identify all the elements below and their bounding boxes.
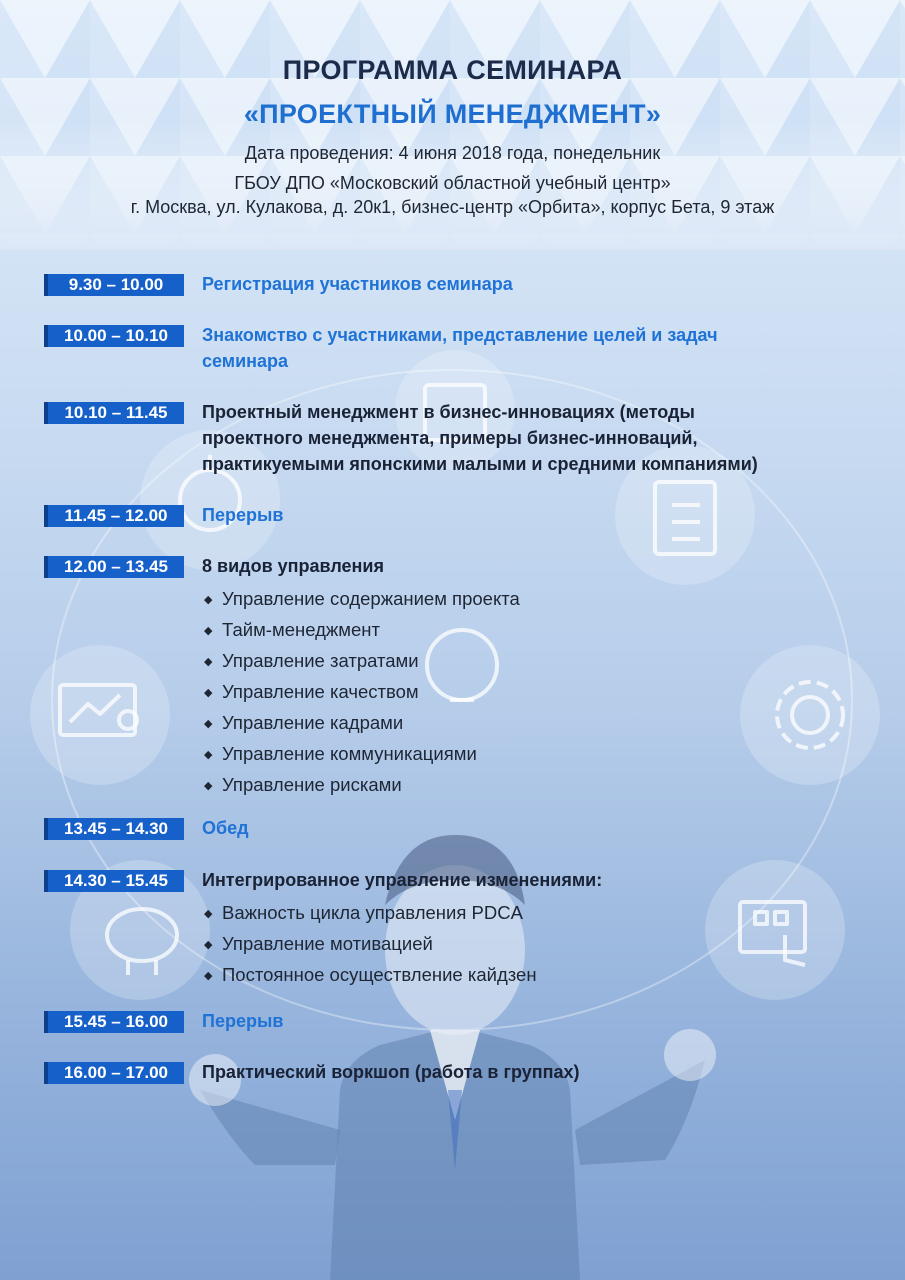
list-item: ◆ Управление качеством [204, 677, 520, 708]
time-badge: 11.45 – 12.00 [44, 505, 184, 527]
subtopic-list [204, 584, 520, 801]
seminar-name: «ПРОЕКТНЫЙ МЕНЕДЖМЕНТ» [243, 99, 662, 129]
session-title-line: Знакомство с участниками, представление целей и задач [202, 325, 718, 345]
time-badge: 16.00 – 17.00 [44, 1062, 184, 1084]
session-title-line: практикуемыми японскими малыми и средними компаниями) [202, 454, 758, 474]
list-item: ◆ Управление мотивацией [204, 929, 537, 960]
time-badge: 13.45 – 14.30 [44, 818, 184, 840]
time-badge: 10.00 – 10.10 [44, 325, 184, 347]
session-title: 8 видов управления [202, 556, 384, 576]
session-title: Перерыв [202, 1011, 284, 1031]
organization-name: ГБОУ ДПО «Московский областной учебный центр» [234, 173, 671, 193]
session-title-line: Проектный менеджмент в бизнес-инновациях (методы [202, 402, 695, 422]
diamond-bullet-icon: ◆ [204, 718, 213, 730]
diamond-bullet-icon: ◆ [204, 687, 213, 699]
diamond-bullet-icon: ◆ [204, 970, 213, 982]
diamond-bullet-icon: ◆ [204, 908, 213, 920]
time-badge: 12.00 – 13.45 [44, 556, 184, 578]
diamond-bullet-icon: ◆ [204, 780, 213, 792]
diamond-bullet-icon: ◆ [204, 939, 213, 951]
page-title: ПРОГРАММА СЕМИНАРА [282, 55, 623, 85]
header [0, 52, 905, 220]
diamond-bullet-icon: ◆ [204, 594, 213, 606]
time-badge: 9.30 – 10.00 [44, 274, 184, 296]
list-item: ◆ Тайм-менеджмент [204, 615, 520, 646]
list-item: ◆ Управление содержанием проекта [204, 584, 520, 615]
time-badge: 14.30 – 15.45 [44, 870, 184, 892]
event-date: Дата проведения: 4 июня 2018 года, понедельник [244, 143, 661, 163]
event-address: г. Москва, ул. Кулакова, д. 20к1, бизнес-центр «Орбита», корпус Бета, 9 этаж [130, 197, 775, 217]
session-title: Практический воркшоп (работа в группах) [202, 1062, 580, 1082]
subtopic-list [204, 898, 537, 991]
session-title: Интегрированное управление изменениями: [202, 870, 603, 890]
list-item: ◆ Постоянное осуществление кайдзен [204, 960, 537, 991]
list-item: ◆ Управление кадрами [204, 708, 520, 739]
time-badge: 10.10 – 11.45 [44, 402, 184, 424]
session-title-line: проектного менеджмента, примеры бизнес-инноваций, [202, 428, 698, 448]
list-item: ◆ Управление коммуникациями [204, 739, 520, 770]
list-item: ◆ Управление затратами [204, 646, 520, 677]
session-title-line: семинара [202, 351, 289, 371]
diamond-bullet-icon: ◆ [204, 656, 213, 668]
list-item: ◆ Важность цикла управления PDCA [204, 898, 537, 929]
diamond-bullet-icon: ◆ [204, 625, 213, 637]
session-title [202, 399, 852, 477]
session-title: Обед [202, 818, 249, 838]
diamond-bullet-icon: ◆ [204, 749, 213, 761]
session-title [202, 322, 852, 374]
session-title: Регистрация участников семинара [202, 274, 513, 294]
session-title: Перерыв [202, 505, 284, 525]
list-item: ◆ Управление рисками [204, 770, 520, 801]
time-badge: 15.45 – 16.00 [44, 1011, 184, 1033]
